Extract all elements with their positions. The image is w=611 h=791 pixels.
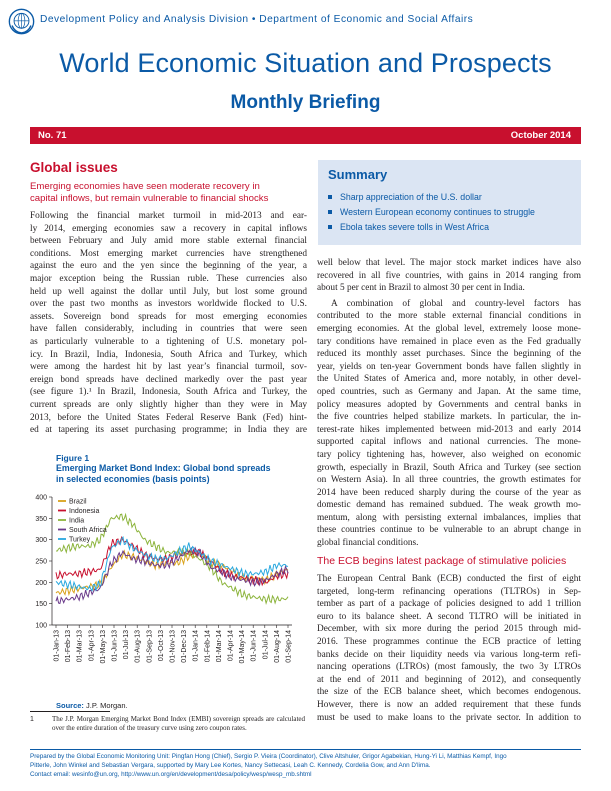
body-line: the size of the ECB balance sheet, which becomes endogenous.	[317, 687, 581, 698]
body-line: icy. In Brazil, India, Indonesia, South Africa and Turkey, which	[30, 349, 307, 360]
body-line: the five countries helped stabilize markets. In particular, the in-	[317, 412, 581, 423]
un-emblem-icon	[8, 8, 35, 35]
lead-line: Emerging economies have seen moderate recovery in	[30, 181, 260, 192]
body-line: current spreads are only slightly higher than they were in May	[30, 399, 307, 410]
body-line: at the end of 2011 and beginning of 2012), and consequently	[317, 674, 581, 685]
x-tick-label: 01-Sep-13	[146, 630, 154, 663]
body-line: held up well against the dollar until July, but lost some ground	[30, 286, 307, 297]
x-tick-label: 01-Jun-13	[111, 630, 119, 662]
credits-line: Prepared by the Global Economic Monitoring Unit: Pingfan Hong (Chief), Sergio P. Vieira (Coordinator), Clive Altshuler, Grigor Agabekian, Hung-Yi Li, Matthias Kempf, Ingo	[30, 753, 507, 760]
x-tick-label: 01-Mar-13	[76, 630, 84, 663]
body-line: tary policy tightening has, however, also weighed on economic	[317, 449, 581, 460]
body-line: conditions. Most emerging market currencies have strengthened	[30, 248, 307, 259]
body-line: 2016. These programmes continue the ECB practice of letting	[317, 636, 581, 647]
body-line: terest-rate hikes implemented between mid-2013 and early 2014	[317, 424, 581, 435]
summary-item	[328, 192, 482, 202]
x-tick-label: 01-Nov-13	[169, 630, 177, 663]
body-line: were among the hardest hit by last year’s financial turmoil, sov-	[30, 362, 307, 373]
ecb-body-text	[317, 573, 581, 724]
figure-title-line: in selected economies (basis points)	[56, 474, 210, 484]
body-line: major exception being the Russian ruble. These currencies also	[30, 273, 307, 284]
body-line: contributed to the more stable external financial conditions in	[317, 311, 581, 322]
body-line: well below that level. The major stock market indices have also	[317, 258, 581, 268]
body-line: 2014 have been reduced sharply during the course of the year as	[317, 487, 581, 498]
body-line: between February and July amid more stable external financial	[30, 236, 307, 247]
x-tick-label: 01-May-13	[99, 630, 107, 664]
x-tick-label: 01-Dec-13	[181, 630, 189, 663]
y-tick-label: 300	[35, 537, 47, 545]
summary-item	[328, 222, 489, 232]
bullet-icon	[328, 195, 332, 199]
y-tick-label: 200	[35, 579, 47, 587]
footnote-rule	[30, 711, 110, 712]
credits-contact: Contact email: wesinfo@un.org, http://www.un.org/en/development/desa/policy/wesp/wesp_mb.shtml	[30, 771, 312, 778]
x-tick-label: 01-Aug-13	[134, 630, 142, 663]
x-tick-label: 01-Mar-14	[215, 630, 223, 663]
body-line: have fallen considerably, including in countries that were seen	[30, 324, 307, 335]
x-tick-label: 01-Apr-14	[227, 630, 235, 662]
legend-label: Indonesia	[69, 508, 100, 515]
body-line: the United States of America and, more notably, in other devel-	[317, 374, 581, 385]
x-tick-label: 01-Jan-14	[192, 630, 200, 662]
body-line: on Western Asia). In all three countries, the growth estimates for	[317, 475, 581, 486]
body-line: tary conditions have remained in place even as the Fed gradually	[317, 336, 581, 347]
credits	[30, 752, 585, 779]
body-line: ed at tapering its asset purchasing programme; in India they are	[30, 425, 307, 436]
figure-title-line: Emerging Market Bond Index: Global bond spreads	[56, 463, 271, 473]
legend-label: India	[69, 517, 85, 525]
body-line: about 5 per cent in Brazil to almost 30 per cent in India.	[317, 283, 525, 294]
y-tick-label: 400	[35, 494, 47, 502]
body-line: targeted, long-term refinancing operations (TLTROs) in Sep-	[317, 586, 581, 597]
bond-spread-chart	[30, 487, 308, 699]
y-tick-label: 350	[35, 515, 47, 523]
footnote	[30, 715, 305, 733]
body-line: assets. Sovereign bond spreads for most emerging economies	[30, 311, 307, 322]
bullet-icon	[328, 210, 332, 214]
body-line: year, yields on ten-year Government bonds have fallen slightly in	[317, 361, 581, 372]
division-line: Development Policy and Analysis Division • Department of Economic and Social Affairs	[40, 14, 474, 25]
x-tick-label: 01-Jul-14	[262, 630, 270, 660]
legend-label: Brazil	[69, 498, 87, 506]
footer-rule	[30, 749, 581, 750]
body-line: against the euro and the yen since the beginning of the year, a	[30, 261, 307, 272]
body-line: The European Central Bank (ECB) conducted the first of eight	[317, 574, 581, 584]
y-tick-label: 150	[35, 601, 47, 609]
body-line: policy measures adopted by Governments and central banks in	[317, 399, 581, 410]
x-tick-label: 01-Oct-13	[157, 630, 165, 662]
body-line: 2013, before the United States Federal Reserve Bank (Fed) hint-	[30, 412, 307, 423]
body-line: as particularly vulnerable to a tightening of U.S. monetary pol-	[30, 336, 307, 347]
body-line: emerging economies. At the global level, extremely loose mone-	[317, 323, 581, 334]
summary-item-text: Western European economy continues to struggle	[340, 207, 535, 217]
report-subtitle: Monthly Briefing	[230, 92, 381, 113]
lead-line: capital inflows, but remain vulnerable to financial shocks	[30, 193, 269, 204]
figure-label: Figure 1	[56, 453, 90, 463]
source-text: J.P. Morgan.	[86, 701, 128, 710]
x-tick-label: 01-Jan-13	[53, 630, 61, 662]
issue-number: No. 71	[38, 130, 67, 141]
y-tick-label: 100	[35, 622, 47, 630]
body-line: domestic demand has remained subdued. The weak growth mo-	[317, 500, 581, 511]
body-line: must be used to make loans to the private sector. In addition to	[317, 712, 581, 723]
body-line: oped countries, such as Germany and Japan. At the same time,	[317, 386, 581, 397]
source-label: Source:	[56, 701, 84, 710]
body-line: euro to its balance sheet. A second TLTRO will be initiated in	[317, 611, 581, 622]
x-tick-label: 01-Jul-13	[123, 630, 131, 660]
body-line: these countries continue to be vulnerable to an abrupt change in	[317, 525, 581, 536]
footnote-text: The J.P. Morgan Emerging Market Bond Index (EMBI) sovereign spreads are calculated over the entire duration of the treasury curve using zero coupon rates.	[52, 715, 305, 732]
body-line: global financial conditions.	[317, 538, 419, 549]
body-line: tember as part of a package of policies designed to add 1 trillion	[317, 599, 581, 610]
x-tick-label: 01-Sep-14	[285, 630, 293, 663]
body-line: December, with six more during the period 2015 through mid-	[317, 624, 581, 635]
legend-label: South Africa	[69, 527, 107, 534]
body-line: (see figure 1).¹ In Brazil, Indonesia, South Africa and Turkey, the	[30, 387, 307, 398]
summary-item	[328, 207, 535, 217]
body-line: nancing operations (LTROs) (most famously, the two 3y LTROs	[317, 662, 581, 673]
body-line: supported capital inflows and national currencies. The mone-	[317, 437, 581, 448]
footnote-number: 1	[30, 716, 34, 723]
summary-item-text: Ebola takes severe tolls in West Africa	[340, 222, 489, 232]
issue-date: October 2014	[510, 130, 571, 141]
x-tick-label: 01-Jun-14	[250, 630, 258, 662]
section-heading-ecb: The ECB begins latest package of stimulative policies	[317, 555, 567, 567]
right-body-text	[317, 257, 581, 550]
body-line: banks decide on their liquidity needs via various long-term refi-	[317, 649, 581, 660]
x-tick-label: 01-Feb-13	[65, 630, 73, 663]
summary-item-text: Sharp appreciation of the U.S. dollar	[340, 192, 482, 202]
section-lead	[30, 181, 315, 205]
x-tick-label: 01-Apr-13	[88, 630, 96, 662]
body-line: recovered in all five countries, with gains in 2014 ranging from	[317, 270, 581, 281]
body-line: Following the financial market turmoil in mid-2013 and ear-	[30, 211, 307, 221]
left-body-text	[30, 210, 307, 437]
x-tick-label: 01-May-14	[239, 630, 247, 664]
body-line: ereign bond spreads have declined markedly over the past year	[30, 374, 307, 385]
figure-source	[56, 701, 128, 710]
x-tick-label: 01-Aug-14	[273, 630, 281, 663]
bullet-icon	[328, 225, 332, 229]
y-tick-label: 250	[35, 558, 47, 566]
figure-title	[56, 463, 306, 485]
body-line: ly 2014, emerging economies saw a recovery in capital inflows	[30, 223, 307, 234]
legend-label: Turkey	[69, 536, 91, 544]
x-tick-label: 01-Feb-14	[204, 630, 212, 663]
issue-bar	[30, 127, 581, 144]
body-line: However, there is now an added requirement that these funds	[317, 699, 581, 710]
summary-title: Summary	[328, 167, 388, 182]
body-line: over the past two months as investors worldwide flocked to U.S.	[30, 299, 307, 310]
summary-box	[318, 160, 581, 245]
body-line: mentum, along with persisting external imbalances, implies that	[317, 512, 581, 523]
section-heading-global-issues: Global issues	[30, 160, 118, 175]
body-line: A combination of global and country-level factors has	[331, 298, 581, 309]
body-line: growth, especially in Brazil, South Africa and Turkey (see section	[317, 462, 581, 473]
credits-line: Pitterle, John Winkel and Sebastian Vergara, supported by Mary Lee Kortes, Nancy Settecasi, Leah C. Kennedy, Cordelia Gow, and Ann D'lima.	[30, 762, 431, 769]
body-line: reduced its monthly asset purchases. Since the beginning of the	[317, 349, 581, 360]
report-title: World Economic Situation and Prospects	[59, 48, 552, 78]
